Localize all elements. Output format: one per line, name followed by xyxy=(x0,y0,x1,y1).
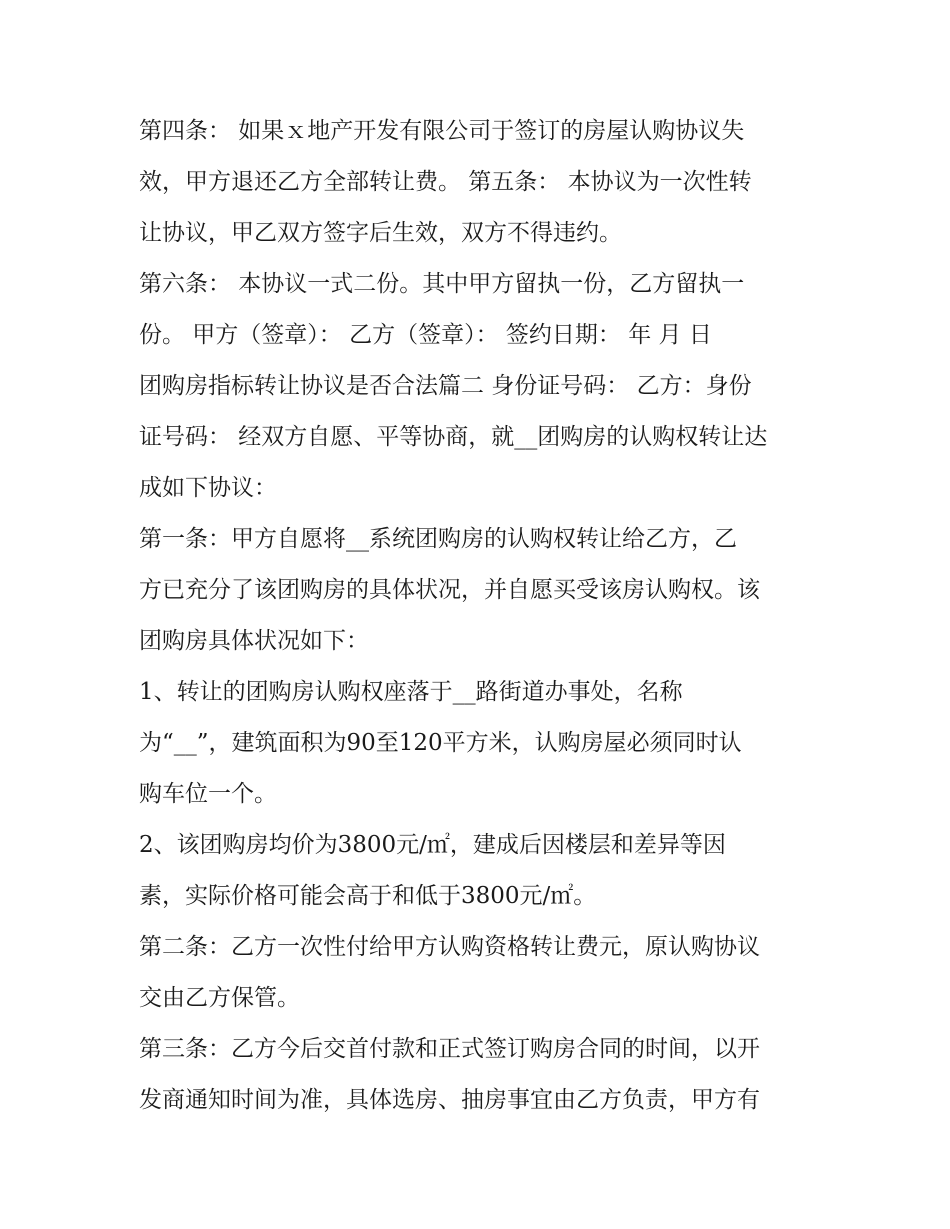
text-line: 成如下协议： xyxy=(139,475,277,501)
text-line: 团购房具体状况如下： xyxy=(139,628,369,654)
text-line: 第三条：乙方今后交首付款和正式签订购房合同的时间，以开 xyxy=(139,1036,760,1062)
text-line: 第四条： 如果ｘ地产开发有限公司于签订的房屋认购协议失 xyxy=(139,118,745,144)
text-line: 发商通知时间为准，具体选房、抽房事宜由乙方负责，甲方有 xyxy=(139,1087,760,1113)
text-line: 份。 甲方（签章）： 乙方（签章）： 签约日期： 年 月 日 xyxy=(139,322,712,348)
document-body xyxy=(139,106,819,1126)
text-line: 素，实际价格可能会高于和低于3800元/㎡。 xyxy=(139,883,597,909)
text-line: 交由乙方保管。 xyxy=(139,985,300,1011)
text-line: 效，甲方退还乙方全部转让费。 第五条： 本协议为一次性转 xyxy=(139,169,752,195)
text-line: 第二条：乙方一次性付给甲方认购资格转让费元，原认购协议 xyxy=(139,934,760,960)
text-line: 第六条： 本协议一式二份。其中甲方留执一份，乙方留执一 xyxy=(139,271,745,297)
text-line: 为“__”，建筑面积为90至120平方米，认购房屋必须同时认 xyxy=(139,730,742,756)
text-line: 第一条：甲方自愿将__系统团购房的认购权转让给乙方，乙 xyxy=(139,526,737,552)
text-line: 1、转让的团购房认购权座落于__路街道办事处，名称 xyxy=(139,679,683,705)
text-line: 证号码： 经双方自愿、平等协商，就__团购房的认购权转让达 xyxy=(139,424,768,450)
text-line: 2、该团购房均价为3800元/㎡，建成后因楼层和差异等因 xyxy=(139,832,726,858)
text-line: 方已充分了该团购房的具体状况，并自愿买受该房认购权。该 xyxy=(139,577,760,603)
text-line: 团购房指标转让协议是否合法篇二 身份证号码： 乙方：身份 xyxy=(139,373,752,399)
text-line: 让协议，甲乙双方签字后生效，双方不得违约。 xyxy=(139,220,622,246)
text-line: 购车位一个。 xyxy=(139,781,277,807)
